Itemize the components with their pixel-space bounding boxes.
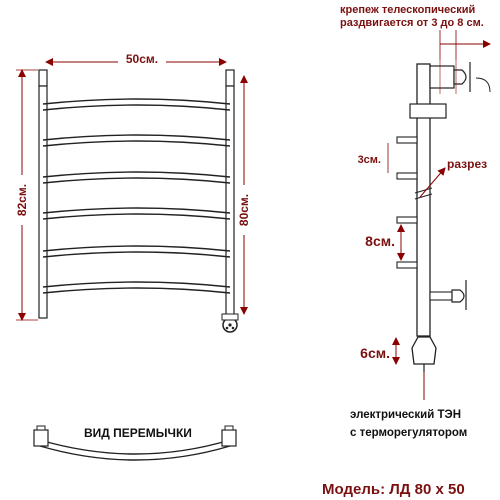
- model-label: Модель: ЛД 80 х 50: [322, 481, 465, 498]
- bridge-left-fitting: [34, 430, 48, 446]
- bottom-wall-mount: [430, 292, 452, 300]
- rung: [43, 282, 230, 293]
- bridge-curve: [40, 440, 230, 460]
- mount-note-line2: раздвигается от 3 до 8 см.: [340, 17, 484, 29]
- heater-note-line2: с терморегулятором: [350, 427, 468, 439]
- rung-stub: [397, 137, 417, 143]
- total-height-label: 82см.: [15, 183, 29, 217]
- rung-stub: [397, 217, 417, 223]
- rungs: [43, 99, 230, 293]
- left-top-cap: [39, 70, 47, 86]
- front-view: [15, 52, 251, 332]
- top-wall-mount: [430, 66, 454, 88]
- heater-note-line1: электрический ТЭН: [350, 409, 462, 421]
- tube-clamp: [410, 104, 446, 118]
- rung: [43, 99, 230, 110]
- right-top-cap: [226, 70, 234, 86]
- side-view: [340, 4, 490, 439]
- mount-note-line1: крепеж телескопический: [340, 4, 476, 16]
- cut-label: разрез: [447, 157, 488, 171]
- rung: [43, 172, 230, 183]
- bridge-right-fitting: [222, 430, 236, 446]
- center-height-label: 80см.: [237, 193, 251, 227]
- gap-label: 3см.: [357, 154, 381, 166]
- width-label: 50см.: [125, 52, 159, 66]
- rung-stub: [397, 173, 417, 179]
- rung: [43, 135, 230, 146]
- bridge-view: [34, 426, 236, 460]
- right-post: [226, 86, 234, 316]
- heater-height-label: 6см.: [360, 345, 390, 361]
- bridge-view-label: ВИД ПЕРЕМЫЧКИ: [84, 426, 192, 440]
- heater-body: [412, 337, 436, 364]
- rung: [43, 208, 230, 219]
- rung-stub: [397, 262, 417, 268]
- left-post: [39, 86, 47, 318]
- rung: [43, 246, 230, 257]
- spacing-label: 8см.: [365, 233, 395, 249]
